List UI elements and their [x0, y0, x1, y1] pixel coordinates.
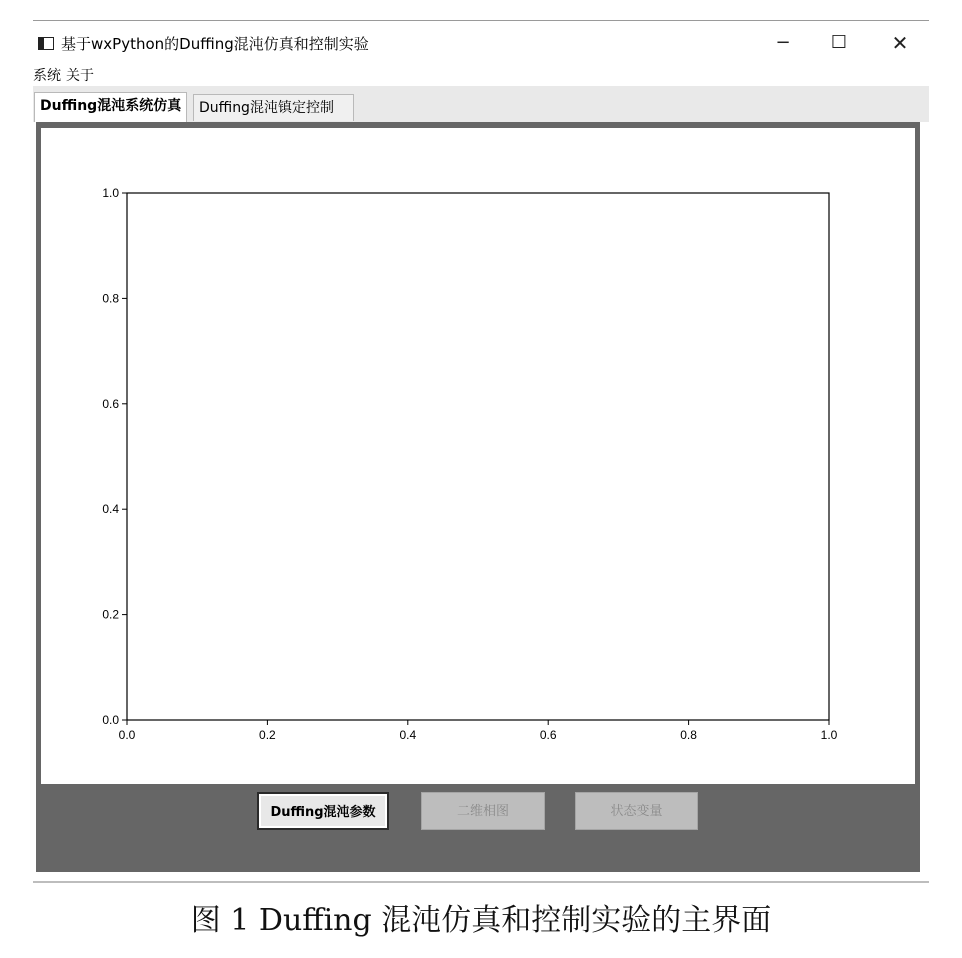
plot-frame [127, 193, 829, 720]
top-divider [33, 20, 929, 21]
state-variables-button[interactable]: 状态变量 [575, 792, 698, 830]
duffing-params-button[interactable]: Duffing混沌参数 [257, 792, 389, 830]
x-tick-label: 1.0 [820, 728, 838, 742]
y-tick-label: 0.6 [102, 396, 119, 411]
x-tick-label: 0.8 [680, 728, 697, 742]
x-tick-label: 0.6 [539, 728, 557, 742]
tab-chaos-simulation[interactable]: Duffing混沌系统仿真 [34, 92, 187, 122]
menu-system[interactable]: 系统 [33, 68, 61, 84]
chart-svg [41, 128, 915, 784]
y-tick-label: 0.8 [102, 291, 119, 306]
phase-portrait-button[interactable]: 二维相图 [421, 792, 545, 830]
x-tick-label: 0.2 [259, 728, 276, 742]
x-tick-label: 0.4 [399, 728, 417, 742]
close-icon[interactable]: ✕ [891, 31, 909, 55]
tab-strip [33, 86, 929, 122]
title-bar [33, 24, 929, 62]
y-tick-label: 0.4 [102, 502, 119, 517]
y-tick-label: 0.0 [102, 713, 119, 727]
x-tick-label: 0.0 [118, 728, 136, 742]
window-title: 基于wxPython的Duffing混沌仿真和控制实验 [61, 35, 369, 53]
bottom-divider [33, 881, 929, 883]
tab-chaos-control[interactable]: Duffing混沌镇定控制 [193, 94, 354, 121]
maximize-icon[interactable]: ☐ [830, 32, 848, 53]
y-tick-label: 0.2 [102, 607, 119, 622]
menu-about[interactable]: 关于 [66, 68, 94, 84]
app-icon [38, 37, 54, 50]
figure-caption: 图 1 Duffing 混沌仿真和控制实验的主界面 [190, 903, 772, 938]
minimize-icon[interactable]: − [775, 32, 791, 53]
main-panel [36, 122, 920, 872]
y-tick-label: 1.0 [102, 186, 119, 200]
plot-canvas [41, 128, 915, 784]
